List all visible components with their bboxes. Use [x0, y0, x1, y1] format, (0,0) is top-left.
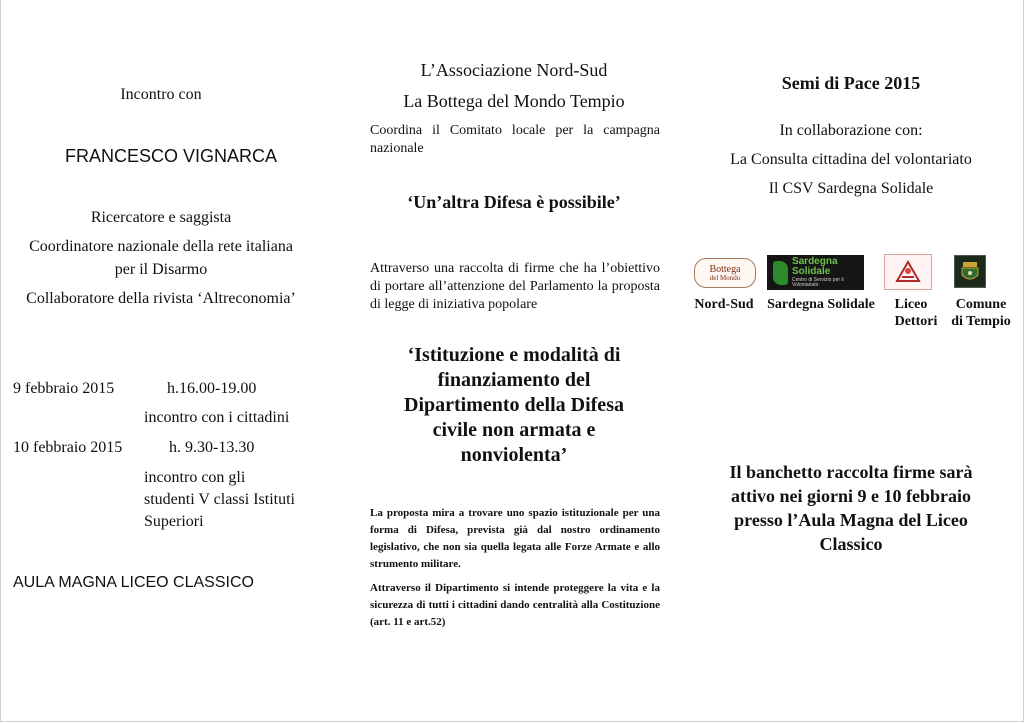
event-title: Semi di Pace 2015: [781, 73, 921, 93]
association-name: L’Associazione Nord-Sud: [420, 60, 608, 80]
venue: AULA MAGNA LICEO CLASSICO: [13, 574, 254, 591]
proposal-paragraph: La proposta mira a trovare uno spazio istituzionale per una forma di Difesa, prevista già dal nostro ordinamento legislativo, che non sia quella legata alle Forze Armate e allo strumento militare.: [370, 507, 660, 570]
campaign-title: ‘Un’altra Difesa è possibile’: [407, 192, 621, 212]
partner-2: Il CSV Sardegna Solidale: [768, 180, 934, 197]
event-2c: Superiori: [144, 513, 204, 530]
comune-tempio-crest: [954, 255, 986, 288]
collaboration-label: In collaborazione con:: [779, 122, 923, 139]
notice-line-3: presso l’Aula Magna del Liceo: [734, 510, 968, 530]
logo-label-nord-sud: Nord-Sud: [694, 297, 754, 312]
speaker-role-2a: Coordinatore nazionale della rete italiana: [29, 238, 293, 255]
liceo-emblem-icon: [893, 259, 923, 285]
bottega-logo-line-2: del Mondo: [709, 273, 741, 282]
law-proposal-line-4: civile non armata e: [432, 419, 596, 441]
logo-label-liceo: Liceo: [894, 297, 928, 312]
logo-label-dettori: Dettori: [894, 314, 938, 329]
time-2: h. 9.30-13.30: [169, 439, 255, 456]
bottega-del-mondo-logo: [694, 258, 756, 288]
bottega-logo-line-1: Bottega: [709, 263, 741, 275]
law-proposal-line-5: nonviolenta’: [460, 444, 568, 466]
logo-label-sardegna-solidale: Sardegna Solidale: [767, 297, 875, 312]
event-2b: studenti V classi Istituti: [144, 491, 295, 508]
sardegna-logo-sub: Centro di Servizio per il Volontariato: [791, 276, 844, 288]
law-proposal-line-1: ‘Istituzione e modalità di: [407, 344, 621, 366]
liceo-dettori-logo: [884, 254, 932, 290]
speaker-role-2b: per il Disarmo: [114, 261, 208, 278]
notice-line-2: attivo nei giorni 9 e 10 febbraio: [731, 486, 971, 506]
date-2: 10 febbraio 2015: [13, 439, 123, 456]
coordination-text: Coordina il Comitato locale per la campagna nazionale: [370, 123, 660, 156]
event-1: incontro con i cittadini: [144, 409, 290, 426]
speaker-role-1: Ricercatore e saggista: [90, 209, 232, 226]
notice-line-4: Classico: [819, 534, 883, 554]
signature-notice: [691, 460, 1011, 556]
bottega-name: La Bottega del Mondo Tempio: [403, 91, 625, 111]
sardegna-solidale-logo: [767, 255, 864, 290]
sardegna-solidale-mark-icon: [773, 261, 788, 285]
event-2a: incontro con gli: [144, 469, 246, 486]
logo-label-comune: Comune: [955, 297, 1007, 312]
crest-icon: [959, 260, 981, 284]
time-1: h.16.00-19.00: [167, 380, 257, 397]
law-proposal-title: [369, 343, 659, 468]
speaker-name: FRANCESCO VIGNARCA: [64, 146, 278, 166]
law-proposal-line-2: finanziamento del: [437, 369, 591, 391]
logo-label-di-tempio: di Tempio: [951, 314, 1011, 329]
intro-text: Attraverso una raccolta di firme che ha l’obiettivo di portare all’attenzione del Parlamento la proposta di legge di iniziativa popolare: [370, 261, 660, 312]
date-1: 9 febbraio 2015: [13, 380, 115, 397]
speaker-role-3: Collaboratore della rivista ‘Altreconomia’: [26, 290, 296, 307]
notice-line-1: Il banchetto raccolta firme sarà: [729, 462, 973, 482]
law-proposal-line-3: Dipartimento della Difesa: [404, 394, 624, 416]
sardegna-logo-name: Sardegna Solidale: [791, 255, 838, 278]
incontro-label: Incontro con: [120, 86, 202, 103]
department-paragraph: Attraverso il Dipartimento si intende proteggere la vita e la sicurezza di tutti i cittadini dando centralità alla Costituzione (art. 11 e art.52): [370, 582, 660, 628]
partner-1: La Consulta cittadina del volontariato: [730, 151, 972, 168]
